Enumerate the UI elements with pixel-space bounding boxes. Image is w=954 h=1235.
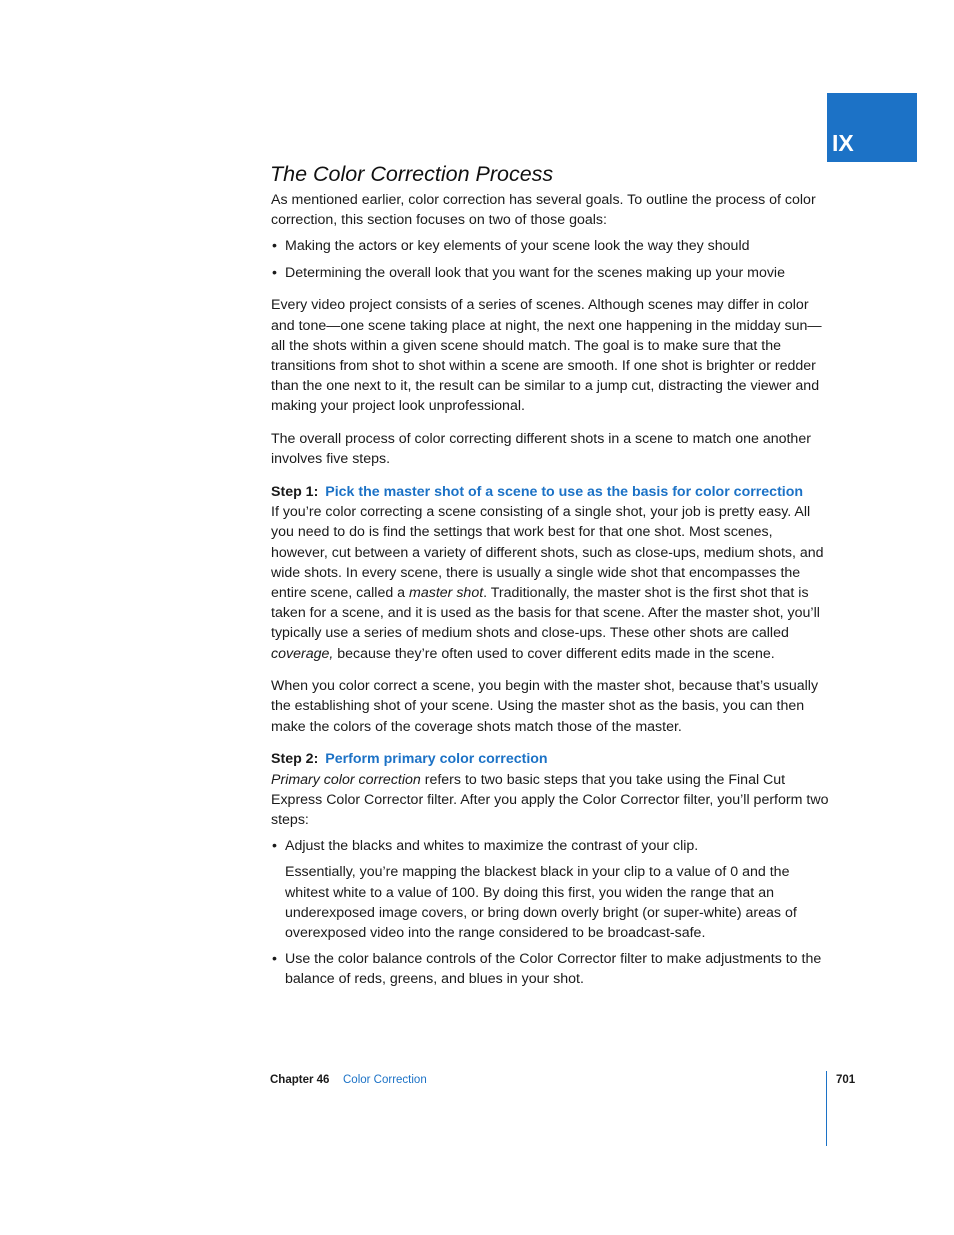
intro-paragraph: As mentioned earlier, color correction has several goals. To outline the process of color correction, this section focuses on two of those goals:: [271, 192, 816, 229]
step-1-label: Step 1:: [271, 483, 319, 500]
step-1-text-c: because they’re often used to cover different edits made in the scene.: [333, 645, 775, 662]
step-2-term: Primary color correction: [271, 771, 421, 788]
step-1-title: Pick the master shot of a scene to use as the basis for color correction: [325, 483, 804, 500]
step-1-followup: When you color correct a scene, you begin with the master shot, because that’s usually the establishing shot of your scene. Using the master shot as the basis, you can then make the colors of the coverage shots match those of the master.: [271, 678, 819, 735]
step-2-text: refers to two basic steps that you take using the Final Cut Express Color Corrector filter. After you apply the Color Corrector filter, you’ll perform two steps:: [271, 771, 829, 828]
step-2-bullet-1: • Adjust the blacks and whites to maximize the contrast of your clip.: [271, 836, 831, 856]
goal-item-2: • Determining the overall look that you want for the scenes making up your movie: [271, 263, 831, 283]
step-2-heading: [271, 749, 831, 769]
goal-item-1: • Making the actors or key elements of your scene look the way they should: [271, 236, 831, 256]
step-1-paragraph: [271, 502, 831, 664]
step-2-title: Perform primary color correction: [325, 751, 548, 768]
part-tab-label: IX: [832, 130, 854, 156]
step-2-bullet-1-detail: Essentially, you’re mapping the blackest black in your clip to a value of 0 and the whitest white to a value of 100. By doing this first, you widen the range that an underexposed image covers, or bring down overly bright (or super-white) areas of overexposed video into the range considered to be broadcast-safe.: [285, 864, 797, 941]
step-2-label: Step 2:: [271, 751, 319, 768]
step-1-text-b: . Traditionally, the master shot is the first shot that is taken for a scene, and it is used as the basis for that scene. After the master shot, you’ll typically use a series of medium shots and close-ups. These other shots are called: [271, 584, 820, 642]
step-2-bullet-2: • Use the color balance controls of the Color Corrector filter to make adjustments to the balance of reds, greens, and blues in your shot.: [271, 949, 831, 989]
scenes-paragraph: Every video project consists of a series of scenes. Although scenes may differ in color and tone—one scene taking place at night, the next one happening in the midday sun—all the shots within a given scene should match. The goal is to make sure that the transitions from shot to shot within a scene are smooth. If one shot is brighter or redder than the one next to it, the result can be similar to a jump cut, distracting the viewer and making your project look unprofessional.: [271, 297, 822, 415]
overall-paragraph: The overall process of color correcting different shots in a scene to match one another involves five steps.: [271, 431, 811, 468]
part-tab: [827, 93, 917, 162]
footer-divider: [826, 1071, 827, 1146]
footer-section-link[interactable]: Color Correction: [343, 1074, 427, 1086]
step-1-text-a: If you’re color correcting a scene consisting of a single shot, your job is pretty easy. All you need to do is find the settings that work best for that one shot. Most scenes, however, cut between a variety of different shots, such as close-ups, medium shots, and wide shots. In every scene, there is usually a single wide shot that encompasses the entire scene, called a: [271, 504, 824, 601]
footer-chapter: Chapter 46: [270, 1074, 330, 1086]
step-2-paragraph: [271, 770, 831, 831]
step-1-term-coverage: coverage,: [271, 645, 334, 662]
page-content: [271, 160, 831, 990]
step-1-heading: [271, 482, 831, 502]
section-title: The Color Correction Process: [270, 162, 554, 186]
step-1-term-master-shot: master shot: [409, 584, 484, 601]
footer-page-number: 701: [836, 1074, 856, 1086]
